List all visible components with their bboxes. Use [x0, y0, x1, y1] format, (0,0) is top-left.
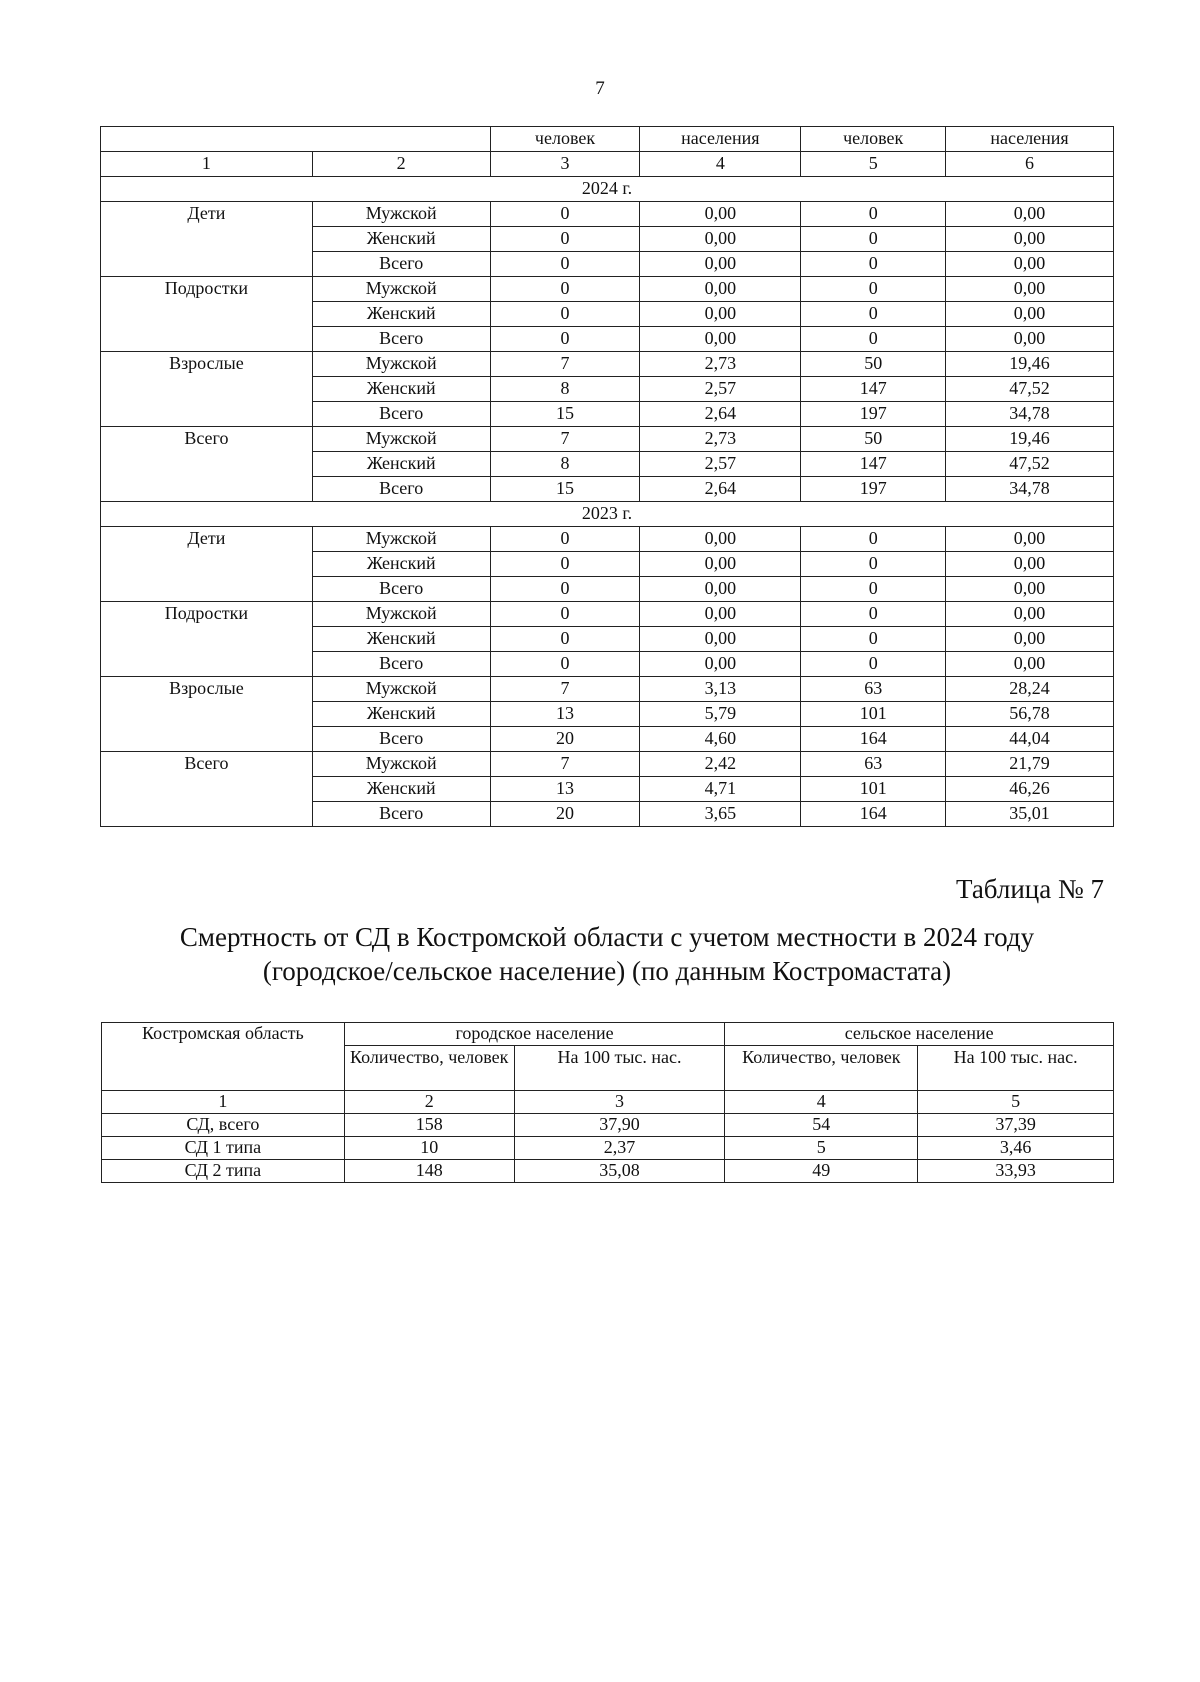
table-cell: 8	[490, 452, 640, 477]
table-cell: 0,00	[946, 527, 1114, 552]
table-cell: 0	[801, 527, 946, 552]
column-number: 4	[725, 1091, 918, 1114]
table-cell: 2,64	[640, 477, 801, 502]
table-cell: 7	[490, 427, 640, 452]
sex-label: Всего	[312, 802, 490, 827]
table-cell: 0	[490, 327, 640, 352]
table-cell: 0	[490, 277, 640, 302]
table-cell: 63	[801, 752, 946, 777]
table-row	[102, 1137, 1114, 1160]
table-cell: 35,01	[946, 802, 1114, 827]
table-cell: 56,78	[946, 702, 1114, 727]
table-row	[101, 752, 1114, 777]
year-row	[101, 177, 1114, 202]
table-cell: 50	[801, 427, 946, 452]
table-cell: 13	[490, 777, 640, 802]
column-number: 1	[102, 1091, 345, 1114]
table-title-line: (городское/сельское население) (по данным Костромастата)	[262, 956, 952, 986]
table-cell: 20	[490, 727, 640, 752]
table-cell: 13	[490, 702, 640, 727]
sex-label: Женский	[312, 227, 490, 252]
table-cell: 0,00	[946, 602, 1114, 627]
sex-label: Женский	[312, 302, 490, 327]
column-number: 3	[490, 152, 640, 177]
table-cell: 197	[801, 402, 946, 427]
table-cell: 101	[801, 702, 946, 727]
sex-label: Мужской	[312, 352, 490, 377]
table-cell: 0,00	[640, 627, 801, 652]
table-label: Таблица № 7	[956, 874, 1104, 904]
table-cell: 8	[490, 377, 640, 402]
header-cell: населения	[640, 127, 801, 152]
table-cell: 197	[801, 477, 946, 502]
row-label: СД 1 типа	[102, 1137, 345, 1160]
table-cell: 44,04	[946, 727, 1114, 752]
table-cell: 0,00	[640, 277, 801, 302]
sex-label: Женский	[312, 377, 490, 402]
sex-label: Мужской	[312, 427, 490, 452]
table-cell: 158	[344, 1114, 514, 1137]
table-cell: 0,00	[640, 302, 801, 327]
table-cell: 148	[344, 1160, 514, 1183]
table-row	[101, 277, 1114, 302]
column-number: 5	[918, 1091, 1114, 1114]
sex-label: Женский	[312, 777, 490, 802]
header-cell-region: Костромская область	[102, 1023, 345, 1091]
table-cell: 33,93	[918, 1160, 1114, 1183]
table-cell: 101	[801, 777, 946, 802]
column-number: 4	[640, 152, 801, 177]
table-cell: 2,64	[640, 402, 801, 427]
table-cell: 19,46	[946, 352, 1114, 377]
table-cell: 0,00	[946, 327, 1114, 352]
header-cell: человек	[490, 127, 640, 152]
table-cell: 10	[344, 1137, 514, 1160]
table-cell: 0,00	[640, 602, 801, 627]
table-cell: 15	[490, 477, 640, 502]
table-row	[101, 677, 1114, 702]
table-cell: 0,00	[640, 552, 801, 577]
table-cell: 0,00	[946, 652, 1114, 677]
sex-label: Женский	[312, 452, 490, 477]
table-cell: 7	[490, 352, 640, 377]
sex-label: Женский	[312, 552, 490, 577]
table-header-row	[101, 127, 1114, 152]
sex-label: Всего	[312, 727, 490, 752]
column-number-row	[102, 1091, 1114, 1114]
table-row	[101, 202, 1114, 227]
sex-label: Всего	[312, 402, 490, 427]
table-cell: 49	[725, 1160, 918, 1183]
table-cell: 0,00	[640, 527, 801, 552]
sex-label: Всего	[312, 252, 490, 277]
table-cell: 35,08	[514, 1160, 725, 1183]
year-row	[101, 502, 1114, 527]
table-cell: 2,73	[640, 352, 801, 377]
table-cell: 20	[490, 802, 640, 827]
table-cell: 3,46	[918, 1137, 1114, 1160]
column-number: 5	[801, 152, 946, 177]
subheader-rate: На 100 тыс. нас.	[514, 1046, 725, 1091]
table-cell: 0	[801, 552, 946, 577]
table-cell: 0	[801, 652, 946, 677]
table-cell: 46,26	[946, 777, 1114, 802]
header-cell	[101, 127, 491, 152]
table-cell: 0	[801, 627, 946, 652]
table-cell: 0	[490, 652, 640, 677]
table-cell: 0	[490, 552, 640, 577]
sex-label: Мужской	[312, 602, 490, 627]
sex-label: Мужской	[312, 277, 490, 302]
mortality-by-age-table	[100, 126, 1114, 827]
subheader-count: Количество, человек	[344, 1046, 514, 1091]
table-title	[100, 920, 1114, 988]
table-cell: 0	[801, 277, 946, 302]
age-group-label: Подростки	[101, 602, 313, 677]
table-cell: 0,00	[946, 552, 1114, 577]
table-cell: 47,52	[946, 452, 1114, 477]
header-cell-rural: сельское население	[725, 1023, 1114, 1046]
table-cell: 2,42	[640, 752, 801, 777]
table-cell: 0	[801, 327, 946, 352]
table-cell: 147	[801, 377, 946, 402]
table-cell: 0	[490, 527, 640, 552]
table-cell: 0,00	[640, 652, 801, 677]
table-cell: 0	[490, 202, 640, 227]
year-label: 2024 г.	[101, 177, 1114, 202]
table-cell: 0,00	[640, 202, 801, 227]
column-number-row	[101, 152, 1114, 177]
age-group-label: Дети	[101, 202, 313, 277]
table-row	[102, 1114, 1114, 1137]
header-cell: человек	[801, 127, 946, 152]
header-cell: населения	[946, 127, 1114, 152]
table-cell: 4,60	[640, 727, 801, 752]
table-cell: 7	[490, 752, 640, 777]
table-row	[101, 527, 1114, 552]
table-cell: 164	[801, 727, 946, 752]
table-cell: 0	[801, 227, 946, 252]
table-cell: 0,00	[640, 327, 801, 352]
table-cell: 0	[801, 302, 946, 327]
table-cell: 3,13	[640, 677, 801, 702]
table-cell: 21,79	[946, 752, 1114, 777]
table-cell: 0,00	[946, 627, 1114, 652]
table-cell: 28,24	[946, 677, 1114, 702]
table-cell: 0	[490, 627, 640, 652]
column-number: 6	[946, 152, 1114, 177]
table-cell: 34,78	[946, 477, 1114, 502]
table-cell: 7	[490, 677, 640, 702]
table-header-row	[102, 1023, 1114, 1046]
table-cell: 147	[801, 452, 946, 477]
table-cell: 0,00	[946, 277, 1114, 302]
table-cell: 50	[801, 352, 946, 377]
table-cell: 2,57	[640, 452, 801, 477]
age-group-label: Подростки	[101, 277, 313, 352]
sex-label: Мужской	[312, 202, 490, 227]
table-cell: 34,78	[946, 402, 1114, 427]
sex-label: Всего	[312, 577, 490, 602]
table-cell: 54	[725, 1114, 918, 1137]
table-cell: 15	[490, 402, 640, 427]
table-cell: 0,00	[946, 227, 1114, 252]
table-cell: 0	[490, 577, 640, 602]
table-cell: 0	[801, 252, 946, 277]
year-label: 2023 г.	[101, 502, 1114, 527]
column-number: 2	[312, 152, 490, 177]
table-cell: 0	[801, 602, 946, 627]
table-cell: 2,73	[640, 427, 801, 452]
table-cell: 0,00	[946, 252, 1114, 277]
table-cell: 0,00	[946, 577, 1114, 602]
table-cell: 0	[801, 577, 946, 602]
column-number: 1	[101, 152, 313, 177]
sex-label: Всего	[312, 477, 490, 502]
age-group-label: Взрослые	[101, 352, 313, 427]
table-cell: 47,52	[946, 377, 1114, 402]
table-cell: 0	[490, 602, 640, 627]
row-label: СД, всего	[102, 1114, 345, 1137]
sex-label: Женский	[312, 702, 490, 727]
table-cell: 0,00	[640, 577, 801, 602]
table-cell: 0	[801, 202, 946, 227]
table-cell: 37,90	[514, 1114, 725, 1137]
table-cell: 2,37	[514, 1137, 725, 1160]
age-group-label: Дети	[101, 527, 313, 602]
table-cell: 19,46	[946, 427, 1114, 452]
age-group-label: Всего	[101, 752, 313, 827]
table-cell: 5	[725, 1137, 918, 1160]
subheader-rate: На 100 тыс. нас.	[918, 1046, 1114, 1091]
row-label: СД 2 типа	[102, 1160, 345, 1183]
table-cell: 5,79	[640, 702, 801, 727]
sex-label: Всего	[312, 327, 490, 352]
table-cell: 0	[490, 227, 640, 252]
table-cell: 4,71	[640, 777, 801, 802]
table-cell: 0,00	[640, 227, 801, 252]
sex-label: Мужской	[312, 677, 490, 702]
table-row	[101, 352, 1114, 377]
diabetes-mortality-table	[101, 1022, 1114, 1183]
table-cell: 0	[490, 252, 640, 277]
table-cell: 0,00	[946, 202, 1114, 227]
sex-label: Всего	[312, 652, 490, 677]
table-cell: 3,65	[640, 802, 801, 827]
table-row	[101, 427, 1114, 452]
column-number: 2	[344, 1091, 514, 1114]
table-cell: 0,00	[640, 252, 801, 277]
page-number: 7	[595, 78, 605, 99]
table-cell: 63	[801, 677, 946, 702]
table-cell: 0	[490, 302, 640, 327]
header-cell-urban: городское население	[344, 1023, 725, 1046]
subheader-count: Количество, человек	[725, 1046, 918, 1091]
table-cell: 164	[801, 802, 946, 827]
sex-label: Мужской	[312, 527, 490, 552]
table-cell: 0,00	[946, 302, 1114, 327]
column-number: 3	[514, 1091, 725, 1114]
table-cell: 2,57	[640, 377, 801, 402]
sex-label: Мужской	[312, 752, 490, 777]
table-cell: 37,39	[918, 1114, 1114, 1137]
table-title-line: Смертность от СД в Костромской области с учетом местности в 2024 году	[179, 922, 1035, 952]
table-row	[101, 602, 1114, 627]
sex-label: Женский	[312, 627, 490, 652]
age-group-label: Всего	[101, 427, 313, 502]
table-row	[102, 1160, 1114, 1183]
age-group-label: Взрослые	[101, 677, 313, 752]
